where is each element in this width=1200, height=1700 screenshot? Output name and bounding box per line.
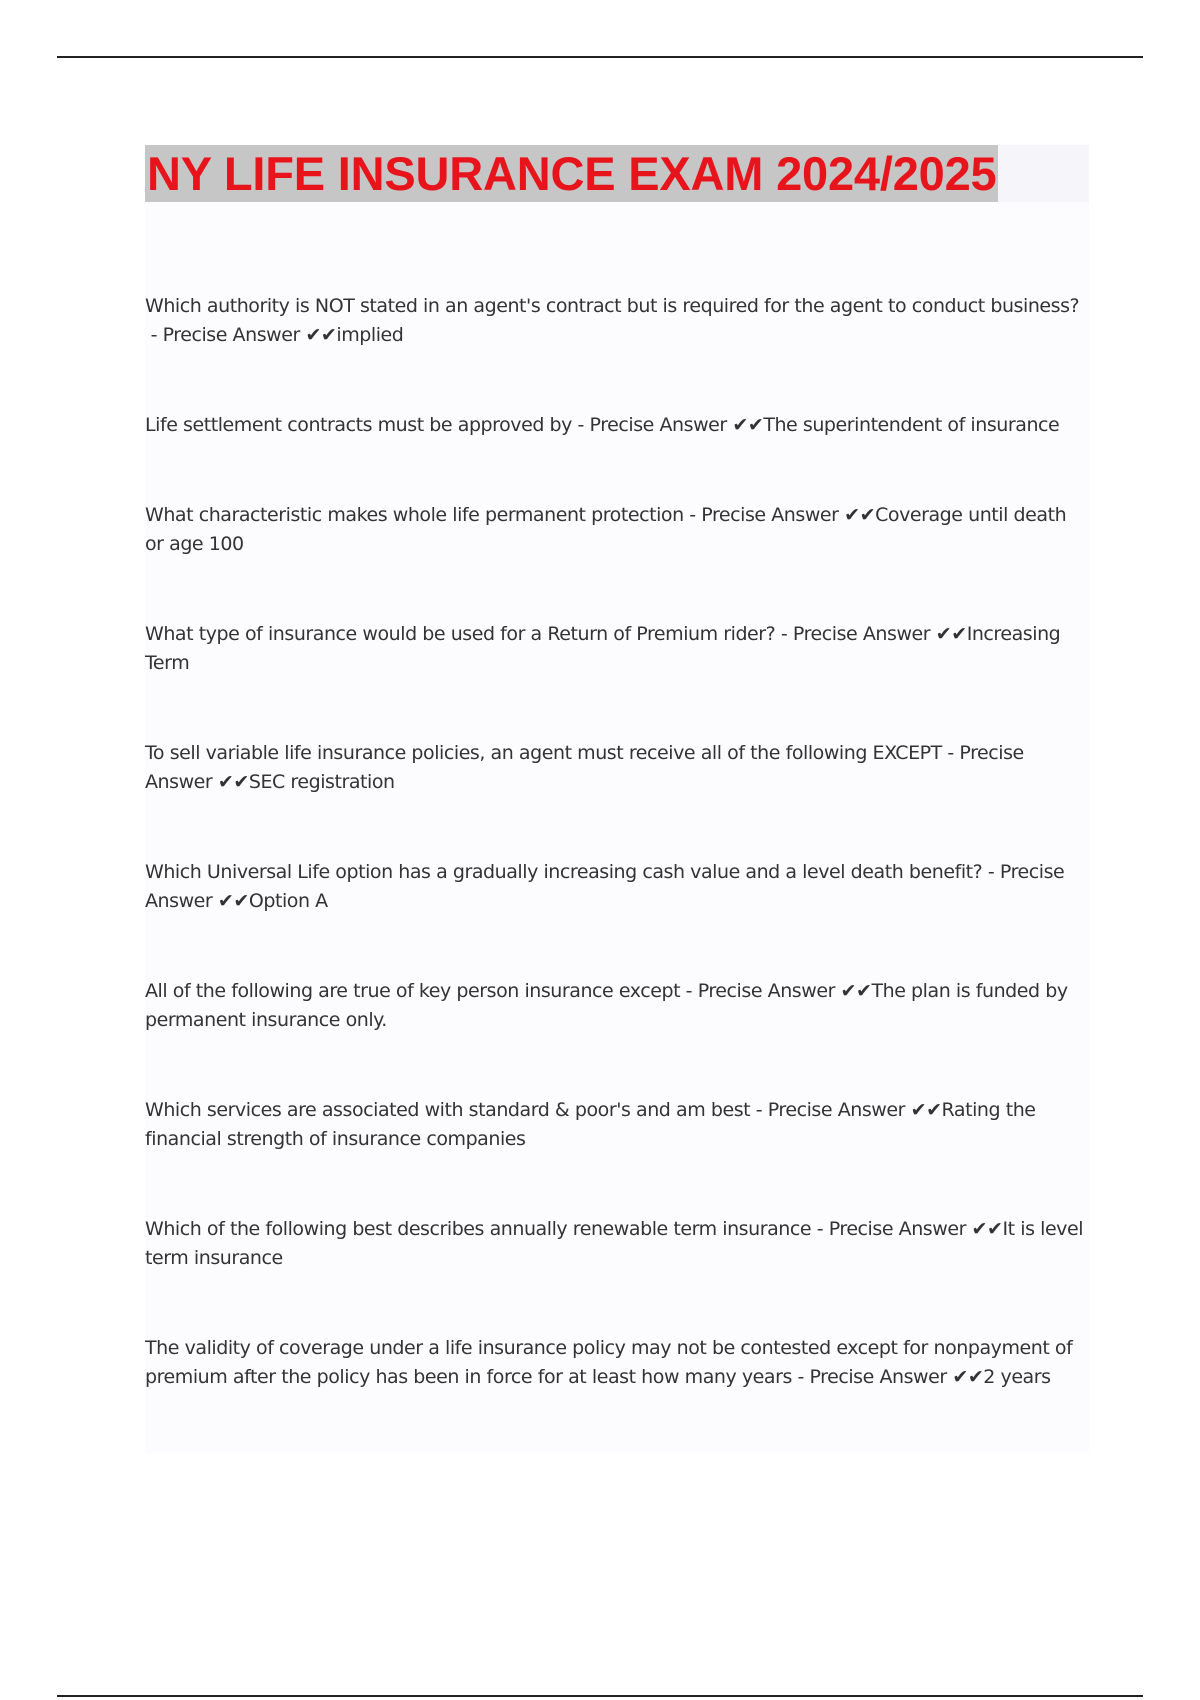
question-text: The validity of coverage under a life insurance policy may not be contested except for nonpayment of premium after the policy has been in force for at least how many years (145, 1337, 1073, 1388)
qa-item: Which authority is NOT stated in an agent's contract but is required for the agent to conduct business? - Precise Answer ✔✔implied (145, 295, 1080, 346)
check-marks-icon: ✔✔ (935, 623, 967, 645)
question-text: Life settlement contracts must be approved by (145, 414, 572, 436)
qa-item: Which of the following best describes annually renewable term insurance - Precise Answer ✔✔It is level term insurance (145, 1218, 1084, 1269)
top-rule (57, 56, 1143, 58)
answer-label: Precise Answer (828, 1218, 966, 1240)
answer-label: Precise Answer (162, 324, 300, 346)
answer-text: 2 years (983, 1366, 1051, 1388)
qa-list (145, 292, 1089, 1392)
qa-item: The validity of coverage under a life insurance policy may not be contested except for nonpayment of premium after the policy has been in force for at least how many years - Precise Answer ✔✔2 years (145, 1337, 1073, 1388)
answer-label: Precise Answer (145, 861, 1065, 912)
check-marks-icon: ✔✔ (217, 771, 249, 793)
question-text: All of the following are true of key person insurance except (145, 980, 681, 1002)
answer-label: Precise Answer (767, 1099, 905, 1121)
question-text: Which services are associated with standard & poor's and am best (145, 1099, 751, 1121)
answer-text: Coverage until death or age 100 (145, 504, 1067, 555)
qa-item: Which Universal Life option has a gradually increasing cash value and a level death benefit? - Precise Answer ✔✔Option A (145, 861, 1065, 912)
question-text: What characteristic makes whole life permanent protection (145, 504, 684, 526)
qa-item: Life settlement contracts must be approved by - Precise Answer ✔✔The superintendent of insurance (145, 414, 1060, 436)
answer-text: Increasing Term (145, 623, 1061, 674)
check-marks-icon: ✔✔ (732, 414, 764, 436)
answer-text: Option A (248, 890, 328, 912)
answer-text: The superintendent of insurance (763, 414, 1060, 436)
answer-label: Precise Answer (145, 742, 1024, 793)
answer-text: It is level term insurance (145, 1218, 1084, 1269)
answer-label: Precise Answer (701, 504, 839, 526)
question-text: Which of the following best describes annually renewable term insurance (145, 1218, 812, 1240)
question-text: Which Universal Life option has a gradually increasing cash value and a level death benefit? (145, 861, 983, 883)
check-marks-icon: ✔✔ (910, 1099, 942, 1121)
answer-text: implied (336, 324, 404, 346)
answer-label: Precise Answer (697, 980, 835, 1002)
check-marks-icon: ✔✔ (971, 1218, 1003, 1240)
document-title: NY LIFE INSURANCE EXAM 2024/2025 (147, 147, 997, 200)
check-marks-icon: ✔✔ (952, 1366, 984, 1388)
qa-item: What characteristic makes whole life permanent protection - Precise Answer ✔✔Coverage until death or age 100 (145, 504, 1067, 555)
answer-text: SEC registration (248, 771, 395, 793)
check-marks-icon: ✔✔ (217, 890, 249, 912)
title-band (145, 145, 1089, 202)
document-body (145, 145, 1089, 1453)
question-text: To sell variable life insurance policies, an agent must receive all of the following EXCEPT (145, 742, 942, 764)
check-marks-icon: ✔✔ (844, 504, 876, 526)
question-text: What type of insurance would be used for a Return of Premium rider? (145, 623, 776, 645)
check-marks-icon: ✔✔ (840, 980, 872, 1002)
answer-label: Precise Answer (589, 414, 727, 436)
question-text: Which authority is NOT stated in an agent's contract but is required for the agent to conduct business? (145, 295, 1080, 317)
answer-text: The plan is funded by permanent insurance only. (145, 980, 1068, 1031)
answer-text: Rating the financial strength of insurance companies (145, 1099, 1036, 1150)
qa-item: To sell variable life insurance policies, an agent must receive all of the following EXCEPT - Precise Answer ✔✔SEC registration (145, 742, 1024, 793)
qa-item: Which services are associated with standard & poor's and am best - Precise Answer ✔✔Rating the financial strength of insurance companies (145, 1099, 1036, 1150)
qa-item: All of the following are true of key person insurance except - Precise Answer ✔✔The plan is funded by permanent insurance only. (145, 980, 1068, 1031)
check-marks-icon: ✔✔ (305, 324, 337, 346)
bottom-rule (57, 1695, 1143, 1697)
answer-label: Precise Answer (809, 1366, 947, 1388)
answer-label: Precise Answer (792, 623, 931, 645)
qa-item: What type of insurance would be used for a Return of Premium rider? - Precise Answer ✔✔Increasing Term (145, 623, 1061, 674)
